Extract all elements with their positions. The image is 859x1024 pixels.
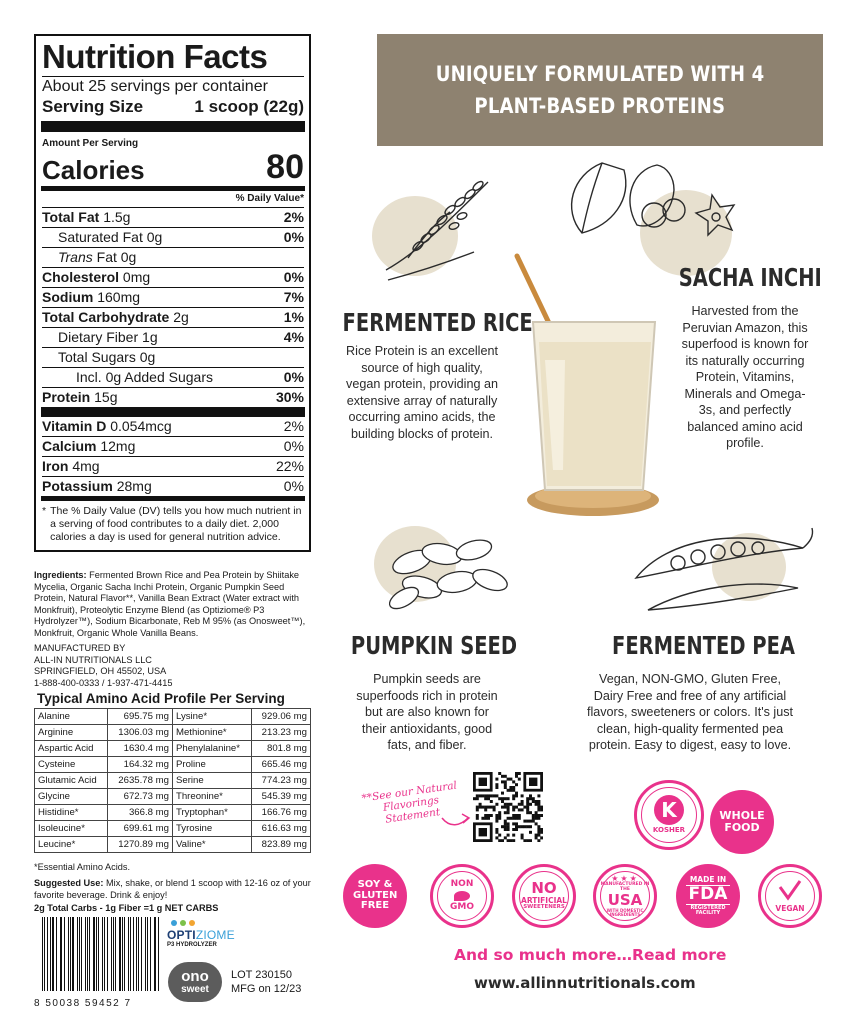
amino-cell: Glutamic Acid bbox=[35, 773, 108, 789]
onosweet-logo bbox=[168, 962, 222, 1002]
calories-row bbox=[42, 150, 304, 184]
ingredients bbox=[34, 570, 311, 640]
fda-label: MADE IN bbox=[689, 874, 727, 884]
barcode-bar bbox=[147, 917, 148, 991]
amino-cell: 366.8 mg bbox=[108, 805, 173, 821]
amino-cell: 929.06 mg bbox=[252, 709, 311, 725]
barcode-bar bbox=[130, 917, 131, 991]
calories-label: Calories bbox=[42, 155, 145, 185]
nutrient-row-added-sugars: Incl. 0g Added Sugars 0% bbox=[42, 368, 304, 388]
barcode-bar bbox=[150, 917, 151, 991]
barcode-bar bbox=[104, 917, 105, 991]
pea-heading: FERMENTED PEA bbox=[612, 631, 796, 660]
amino-cell: Cysteine bbox=[35, 757, 108, 773]
amino-cell: 774.23 mg bbox=[252, 773, 311, 789]
barcode-bar bbox=[87, 917, 88, 991]
barcode-bar bbox=[111, 917, 112, 991]
nutrient-row-total-fat: Total Fat 1.5g 2% bbox=[42, 208, 304, 228]
lot-number: LOT 230150 bbox=[231, 969, 292, 981]
nutrient-row-iron: Iron 4mg 22% bbox=[42, 457, 304, 477]
pumpkin-heading: PUMPKIN SEED bbox=[350, 631, 518, 660]
net-carbs: 2g Total Carbs - 1g Fiber =1 g NET CARBS bbox=[34, 903, 219, 913]
whole-food-label: WHOLE FOOD bbox=[719, 809, 765, 834]
nutrient-row-total-carbohydrate: Total Carbohydrate 2g 1% bbox=[42, 308, 304, 328]
no-artificial-content bbox=[521, 881, 567, 910]
calories-value: 80 bbox=[266, 148, 304, 186]
barcode-bar bbox=[96, 917, 97, 991]
nutrient-row-potassium: Potassium 28mg 0% bbox=[42, 478, 304, 494]
barcode-bar bbox=[113, 917, 114, 991]
amino-cell: 695.75 mg bbox=[108, 709, 173, 725]
amino-row bbox=[35, 741, 311, 757]
optiziome-sub: P3 HYDROLYZER bbox=[167, 942, 217, 948]
amino-cell: Tyrosine bbox=[172, 821, 251, 837]
divider-thick bbox=[41, 121, 305, 132]
amino-cell: Aspartic Acid bbox=[35, 741, 108, 757]
amino-cell: Methionine* bbox=[172, 725, 251, 741]
barcode-bar bbox=[61, 917, 62, 991]
website-link[interactable]: www.allinnutritionals.com bbox=[474, 974, 696, 992]
no-artificial-label: ARTIFICIAL bbox=[521, 896, 567, 906]
barcode-bar bbox=[124, 917, 125, 991]
manufacturer-line: SPRINGFIELD, OH 45502, USA bbox=[34, 666, 167, 677]
daily-value-header: % Daily Value* bbox=[42, 191, 304, 208]
optiziome-text: ZIOME bbox=[195, 928, 235, 942]
pumpkin-seed-icon bbox=[382, 532, 512, 612]
nutrient-row-sodium: Sodium 160mg 7% bbox=[42, 288, 304, 308]
kosher-k-icon: K bbox=[654, 795, 684, 825]
barcode-bar bbox=[52, 917, 54, 991]
barcode-bar bbox=[56, 917, 57, 991]
manufacturer-block bbox=[34, 643, 311, 689]
made-in-usa-content bbox=[596, 875, 654, 917]
optiziome-dots bbox=[171, 920, 247, 926]
amino-cell: Isoleucine* bbox=[35, 821, 108, 837]
sacha-description: Harvested from the Peruvian Amazon, this superfood is known for its naturally occurring Protein, Vitamins, Minerals and Omega-3s, and perfectly balanced amino acid profile. bbox=[681, 304, 809, 450]
barcode-bar bbox=[155, 917, 156, 991]
kosher-badge bbox=[634, 780, 704, 850]
amino-cell: 801.8 mg bbox=[252, 741, 311, 757]
barcode-bar bbox=[64, 917, 65, 991]
pumpkin-description: Pumpkin seeds are superfoods rich in protein but are also known for their antioxidants, good fats, and fiber. bbox=[356, 672, 498, 752]
amino-cell: Valine* bbox=[172, 837, 251, 853]
amino-row bbox=[35, 725, 311, 741]
suggested-use bbox=[34, 878, 311, 901]
pea-description: Vegan, NON-GMO, Gluten Free, Dairy Free and free of any artificial flavors, sweeteners or colors. It's just clean, high-quality fermented pea protein. Easy to digest, easy to love. bbox=[586, 672, 794, 752]
non-gmo-content bbox=[450, 880, 474, 913]
amino-acid-profile bbox=[34, 690, 311, 853]
barcode-bar bbox=[50, 917, 51, 991]
whole-food-badge bbox=[710, 790, 774, 854]
barcode-bar bbox=[89, 917, 90, 991]
barcode-bar bbox=[79, 917, 80, 991]
amount-per-serving: Amount Per Serving bbox=[42, 138, 139, 149]
barcode-bar bbox=[141, 917, 143, 991]
barcode-bar bbox=[85, 917, 86, 991]
no-artificial-sweeteners-badge bbox=[512, 864, 576, 928]
usa-label: USA bbox=[607, 890, 643, 909]
fda-registered-badge bbox=[676, 864, 740, 928]
amino-cell: Tryptophan* bbox=[172, 805, 251, 821]
nutrient-row-calcium: Calcium 12mg 0% bbox=[42, 437, 304, 457]
barcode-bar bbox=[60, 917, 61, 991]
optiziome-logo bbox=[167, 920, 247, 948]
amino-cell: Serine bbox=[172, 773, 251, 789]
onosweet-text: sweet bbox=[181, 983, 209, 995]
manufacturer-line: 1-888-400-0333 / 1-937-471-4415 bbox=[34, 677, 173, 688]
daily-value-footnote: * The % Daily Value (DV) tells you how much nutrient in a serving of food contributes to a daily diet. 2,000 calories a day is used for general nutrition advice. bbox=[41, 496, 305, 544]
amino-cell: 672.73 mg bbox=[108, 789, 173, 805]
nutrient-row-cholesterol: Cholesterol 0mg 0% bbox=[42, 268, 304, 288]
barcode-bar bbox=[42, 917, 43, 991]
servings-per-container: About 25 servings per container bbox=[42, 76, 304, 97]
rice-grain-icon bbox=[378, 172, 508, 282]
ingredients-text: Fermented Brown Rice and Pea Protein by Shiitake Mycelia, Organic Sacha Inchi Protein, Organic Pumpkin Seed Protein, Natural Flavor**, Vanilla Bean Extract (Water extract with Monkfruit), Proteolytic Enzyme Blend (as Optiziome® P3 Hydrolyzer™), Sodium Bicarbonate, Reb M 95% (as Onosweet™), Monkfruit, Organic Whole Vanilla Beans. bbox=[34, 570, 306, 638]
essential-amino-note: *Essential Amino Acids. bbox=[34, 862, 131, 872]
nutrient-row-trans-fat: Trans Fat 0g bbox=[42, 248, 304, 268]
manufacturer-line: ALL-IN NUTRITIONALS LLC bbox=[34, 654, 152, 665]
barcode-bar bbox=[81, 917, 82, 991]
vegan-content bbox=[775, 879, 804, 913]
amino-cell: 823.89 mg bbox=[252, 837, 311, 853]
banner-line: UNIQUELY FORMULATED WITH 4 bbox=[435, 62, 765, 86]
barcode-bar bbox=[136, 917, 137, 991]
checkmark-leaf-icon bbox=[777, 879, 803, 901]
amino-row bbox=[35, 789, 311, 805]
amino-cell: 2635.78 mg bbox=[108, 773, 173, 789]
sacha-heading: SACHA INCHI bbox=[678, 263, 822, 292]
sacha-inchi-icon bbox=[562, 155, 752, 245]
nutrient-row-total-sugars: Total Sugars 0g bbox=[42, 348, 304, 368]
vegan-badge bbox=[758, 864, 822, 928]
amino-cell: Glycine bbox=[35, 789, 108, 805]
non-gmo-badge bbox=[430, 864, 494, 928]
amino-row bbox=[35, 773, 311, 789]
barcode-bar bbox=[115, 917, 116, 991]
serving-size bbox=[42, 97, 304, 117]
amino-cell: Alanine bbox=[35, 709, 108, 725]
amino-cell: 545.39 mg bbox=[252, 789, 311, 805]
amino-row bbox=[35, 837, 311, 853]
amino-cell: 166.76 mg bbox=[252, 805, 311, 821]
stars-icon: ★★★ bbox=[611, 874, 639, 884]
amino-row bbox=[35, 757, 311, 773]
no-artificial-label: NO bbox=[531, 879, 557, 898]
suggested-use-text: Mix, shake, or blend 1 scoop with 12-16 oz of your favorite beverage. Drink & enjoy! bbox=[34, 878, 311, 900]
non-gmo-label: GMO bbox=[450, 902, 474, 912]
barcode-bar bbox=[68, 917, 69, 991]
vegan-label: VEGAN bbox=[775, 903, 805, 913]
barcode-bar bbox=[102, 917, 104, 991]
leaf-icon bbox=[454, 891, 470, 901]
amino-cell: Phenylalanine* bbox=[172, 741, 251, 757]
fda-label: FDA bbox=[686, 885, 730, 905]
amino-cell: Arginine bbox=[35, 725, 108, 741]
made-in-usa-badge bbox=[593, 864, 657, 928]
qr-code-icon[interactable] bbox=[473, 772, 543, 842]
non-gmo-label: NON bbox=[450, 878, 474, 889]
barcode-bar bbox=[44, 917, 45, 991]
amino-row bbox=[35, 709, 311, 725]
barcode-bar bbox=[158, 917, 159, 991]
usa-label: WITH DOMESTIC INGREDIENTS bbox=[606, 907, 644, 917]
divider-thick bbox=[41, 407, 305, 417]
kosher-badge-content bbox=[653, 795, 685, 834]
barcode-bar bbox=[77, 917, 78, 991]
amino-row bbox=[35, 821, 311, 837]
amino-cell: Proline bbox=[172, 757, 251, 773]
amino-cell: 616.63 mg bbox=[252, 821, 311, 837]
amino-row bbox=[35, 805, 311, 821]
amino-cell: 665.46 mg bbox=[252, 757, 311, 773]
barcode-bar bbox=[138, 917, 139, 991]
barcode-bar bbox=[98, 917, 99, 991]
amino-cell: Histidine* bbox=[35, 805, 108, 821]
fda-content bbox=[686, 876, 730, 916]
amino-cell: 1306.03 mg bbox=[108, 725, 173, 741]
nutrient-row-dietary-fiber: Dietary Fiber 1g 4% bbox=[42, 328, 304, 348]
pea-pod-icon bbox=[628, 518, 818, 618]
serving-size-value: 1 scoop (22g) bbox=[194, 97, 304, 116]
nutrient-row-saturated-fat: Saturated Fat 0g 0% bbox=[42, 228, 304, 248]
kosher-label: KOSHER bbox=[652, 826, 686, 835]
barcode-bar bbox=[154, 917, 155, 991]
lot-info bbox=[231, 968, 301, 996]
rice-heading: FERMENTED RICE bbox=[342, 308, 533, 337]
usa-label: MANUFACTURED IN THE bbox=[600, 882, 650, 893]
banner-line: PLANT-BASED PROTEINS bbox=[474, 94, 726, 118]
amino-cell: 699.61 mg bbox=[108, 821, 173, 837]
optiziome-text: OPTI bbox=[167, 928, 196, 942]
amino-cell: 1270.89 mg bbox=[108, 837, 173, 853]
flavorings-statement-link[interactable]: **See our Natural Flavorings Statement bbox=[360, 779, 458, 826]
amino-cell: 1630.4 mg bbox=[108, 741, 173, 757]
nutrient-row-protein: Protein 15g 30% bbox=[42, 389, 304, 405]
manufacturer-line: MANUFACTURED BY bbox=[34, 643, 126, 653]
barcode-bar bbox=[107, 917, 108, 991]
soy-gluten-free-badge bbox=[343, 864, 407, 928]
onosweet-text: ono bbox=[181, 967, 209, 985]
read-more-link[interactable]: And so much more…Read more bbox=[454, 946, 727, 964]
amino-cell: Lysine* bbox=[172, 709, 251, 725]
serving-size-label: Serving Size bbox=[42, 97, 144, 116]
soy-gluten-free-label: SOY & GLUTEN FREE bbox=[353, 879, 398, 912]
amino-cell: Leucine* bbox=[35, 837, 108, 853]
fda-label: REGISTERED FACILITY bbox=[690, 904, 726, 916]
barcode-bar bbox=[47, 917, 48, 991]
no-artificial-label: SWEETENERS bbox=[523, 903, 565, 910]
barcode-bar bbox=[93, 917, 94, 991]
nutrition-facts-panel bbox=[34, 34, 311, 552]
rice-description: Rice Protein is an excellent source of high quality, vegan protein, providing an extensive array of naturally occurring amino acids, the building blocks of protein. bbox=[346, 344, 498, 441]
barcode-bar bbox=[128, 917, 129, 991]
barcode-bar bbox=[119, 917, 121, 991]
protein-shake-glass-icon bbox=[505, 250, 680, 525]
nutrition-title: Nutrition Facts bbox=[42, 38, 268, 75]
amino-cell: Threonine* bbox=[172, 789, 251, 805]
barcode-bar bbox=[145, 917, 146, 991]
amino-cell: 213.23 mg bbox=[252, 725, 311, 741]
ingredients-label: Ingredients: bbox=[34, 570, 87, 580]
arrow-icon bbox=[440, 808, 472, 830]
amino-table bbox=[34, 708, 311, 853]
barcode-bar bbox=[72, 917, 74, 991]
barcode bbox=[34, 917, 162, 1009]
barcode-number: 8 50038 59452 7 bbox=[34, 998, 132, 1009]
header-banner bbox=[377, 34, 823, 146]
suggested-use-label: Suggested Use: bbox=[34, 878, 104, 888]
mfg-date: MFG on 12/23 bbox=[231, 983, 302, 995]
barcode-bar bbox=[133, 917, 134, 991]
barcode-bar bbox=[70, 917, 71, 991]
barcode-bar bbox=[122, 917, 123, 991]
amino-cell: 164.32 mg bbox=[108, 757, 173, 773]
nutrient-row-vitamin-d: Vitamin D 0.054mcg 2% bbox=[42, 417, 304, 437]
barcode-bars bbox=[34, 917, 162, 995]
amino-title: Typical Amino Acid Profile Per Serving bbox=[37, 691, 285, 706]
